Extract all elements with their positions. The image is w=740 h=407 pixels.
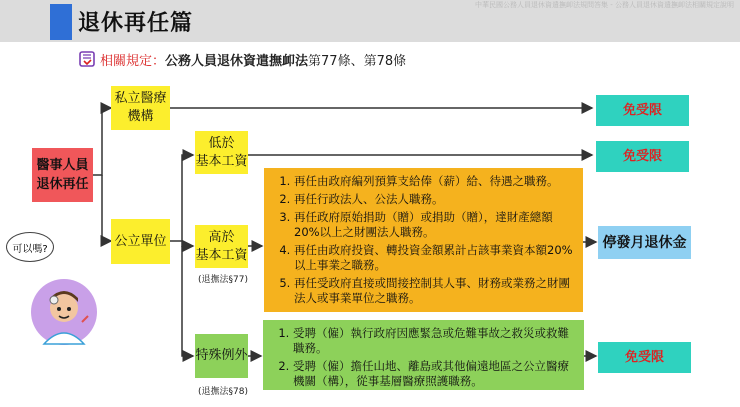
- regulation-articles: 第77條、第78條: [308, 54, 407, 69]
- private-line1: 私立醫療: [114, 91, 167, 106]
- speech-bubble: 可以嗎?: [6, 232, 54, 262]
- outcome-exempt-special: 免受限: [598, 342, 691, 373]
- regulation-label: 相關規定：: [100, 54, 166, 69]
- high-line1: 高於: [208, 229, 235, 245]
- special-condition-item: 2. 受聘（僱）擔任山地、離島或其他偏遠地區之公立醫療機關（構），從事基層醫療照護職務。: [293, 359, 576, 389]
- root-line2: 退休再任: [36, 177, 89, 192]
- note-article-77: (退撫法§77): [198, 275, 248, 285]
- node-private-medical: [111, 86, 170, 130]
- node-below-min-wage: [195, 131, 248, 174]
- root-node-medical-retiree: [32, 148, 93, 202]
- note-article-78: (退撫法§78): [198, 387, 248, 397]
- high-condition-item: 1. 再任由政府編列預算支給俸（薪）給、待遇之職務。: [294, 174, 575, 189]
- regulation-law: 公務人員退休資遣撫卹法: [165, 54, 309, 69]
- outcome-exempt-low-wage: 免受限: [596, 141, 689, 172]
- page-title: 退休再任篇: [78, 11, 194, 36]
- node-above-min-wage: [195, 225, 248, 268]
- high-condition-item: 5. 再任受政府直接或間接控制其人事、財務或業務之財團法人或事業單位之職務。: [294, 276, 575, 306]
- special-condition-item: 1. 受聘（僱）執行政府因應緊急或危難事故之救災或救難職務。: [293, 326, 576, 356]
- private-line2: 機構: [127, 109, 154, 124]
- high-condition-item: 3. 再任政府原始捐助（贈）或捐助（贈），達財產總額20%以上之財團法人職務。: [294, 210, 575, 240]
- doctor-avatar-icon: [30, 278, 98, 346]
- top-faint-text: 中華民國公務人員退休資遣撫卹法規問答集 - 公務人員退休資遣撫卹法相關規定說明: [475, 1, 734, 9]
- high-conditions-list: [264, 168, 583, 312]
- node-public-unit: 公立單位: [111, 219, 170, 264]
- special-conditions-list: [263, 320, 584, 390]
- high-line2: 基本工資: [195, 247, 248, 263]
- high-condition-item: 4. 再任由政府投資、轉投資金額累計占該事業資本額20%以上事業之職務。: [294, 243, 575, 273]
- outcome-suspend-pension: 停發月退休金: [598, 226, 691, 259]
- root-line1: 醫事人員: [36, 158, 89, 173]
- low-line1: 低於: [208, 135, 235, 151]
- node-special-exception: 特殊例外: [195, 334, 248, 378]
- low-line2: 基本工資: [195, 153, 248, 169]
- high-condition-item: 2. 再任行政法人、公法人職務。: [294, 192, 575, 207]
- outcome-exempt-private: 免受限: [596, 95, 689, 126]
